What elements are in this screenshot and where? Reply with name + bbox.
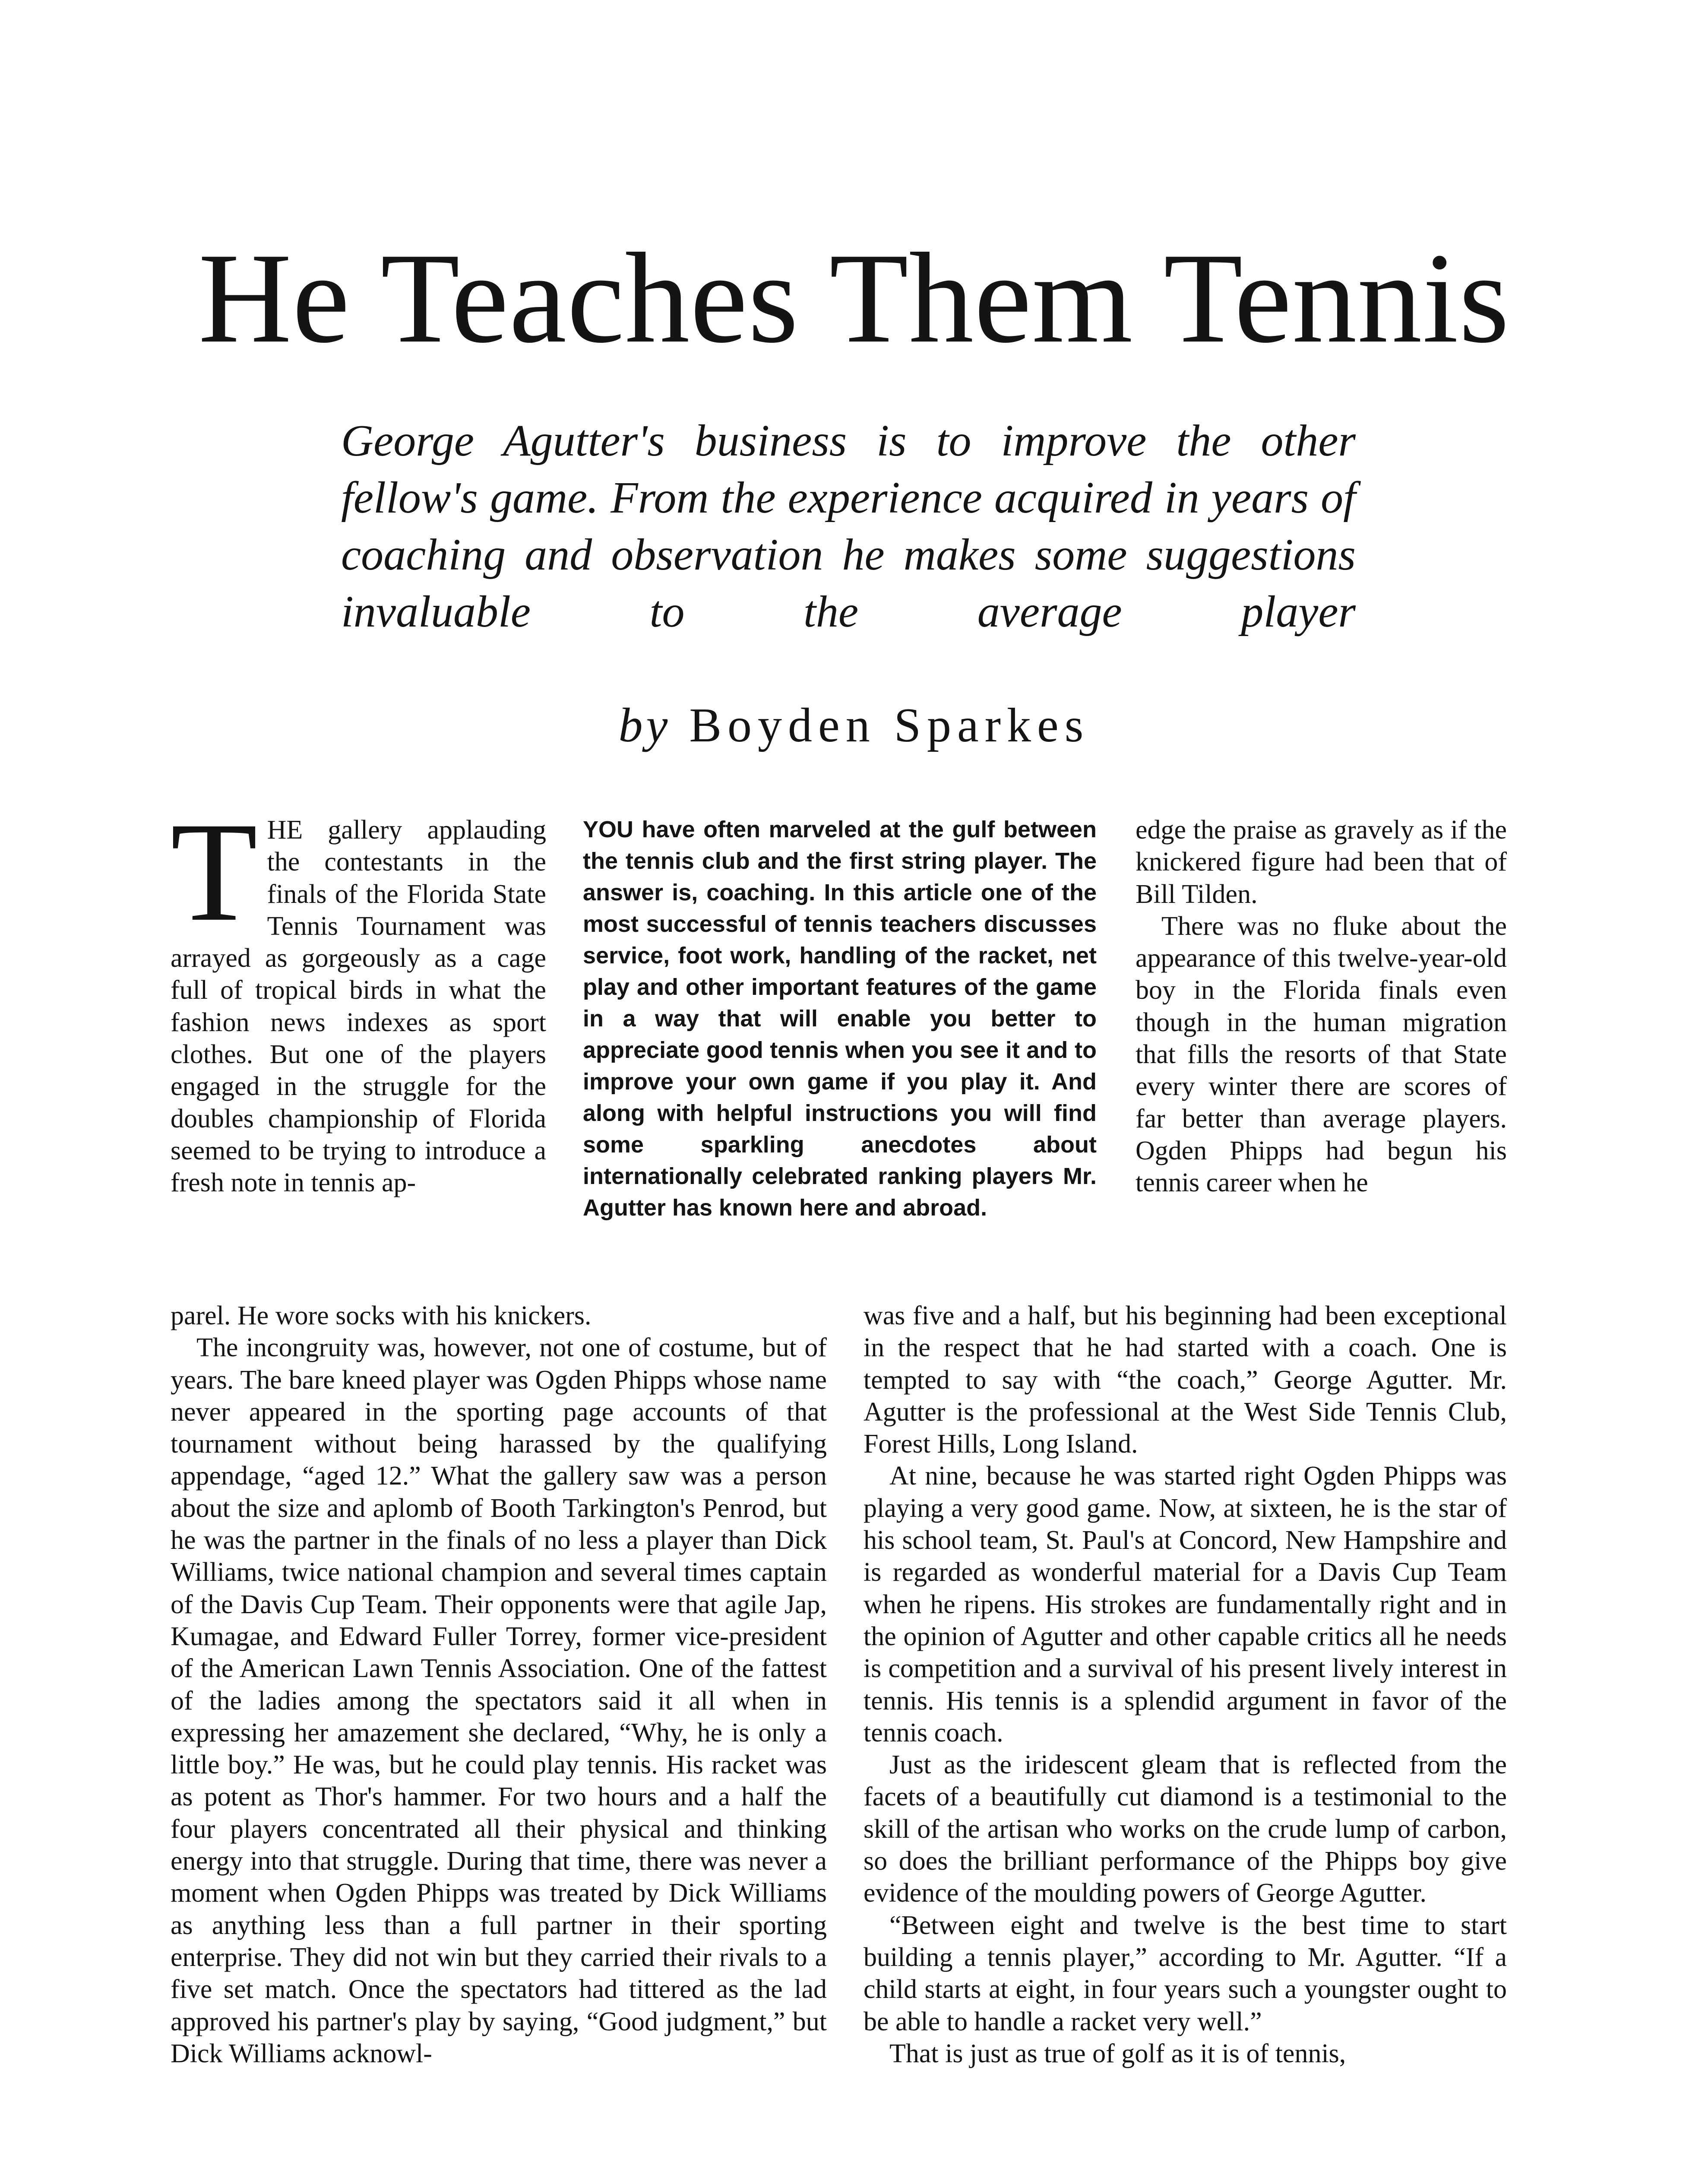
paragraph: At nine, because he was started right Ogden Phipps was playing a very good game. Now, at sixteen, he is the star of his school team, St. Paul's at Concord, New Hampshire and is regarded as wonderful material for a Davis Cup Team when he ripens. His strokes are fundamentally right and in the opinion of Agutter and other capable critics all he needs is competition and a survival of his present lively interest in tennis. His tennis is a splendid argument in favor of the tennis coach. (863, 1461, 1507, 1747)
paragraph: Just as the iridescent gleam that is reflected from the facets of a beautifully cut diamond is a testimonial to the skill of the artisan who works on the crude lump of carbon, so does the brilliant performance of the Phipps boy give evidence of the moulding powers of George Agutter. (863, 1750, 1507, 1908)
article-title: He Teaches Them Tennis (198, 226, 1510, 370)
editorial-callout: YOU have often marveled at the gulf between the tennis club and the first string player. The answer is, coaching. In this article one of the most successful of tennis teachers discusses service, foot work, handling of the racket, net play and other important features of the game in a way that will enable you better to appreciate good tennis when you see it and to improve your own game if you play it. And along with helpful instructions you will find some sparkling anecdotes about internationally celebrated ranking players Mr. Agutter has known here and abroad. (583, 817, 1097, 1221)
column-1-top (171, 793, 546, 1199)
paragraph: The incongruity was, however, not one of costume, but of years. The bare kneed player was Ogden Phipps whose name never appeared in the sporting page accounts of that tournament without being harassed by the qualifying appendage, “aged 12.” What the gallery saw was a person about the size and aplomb of Booth Tarkington's Penrod, but he was the partner in the finals of no less a player than Dick Williams, twice national champion and several times captain of the Davis Cup Team. Their opponents were that agile Jap, Kumagae, and Edward Fuller Torrey, former vice-president of the American Lawn Tennis Association. One of the fattest of the ladies among the spectators said it all when in expressing her amazement she declared, “Why, he is only a little boy.” He was, but he could play tennis. His racket was as potent as Thor's hammer. For two hours and a half the four players concentrated all their physical and thinking energy into that struggle. During that time, there was never a moment when Ogden Phipps was treated by Dick Williams as anything less than a full partner in their sporting enterprise. They did not win but they carried their rivals to a five set match. Once the spectators had tittered as the lad approved his partner's play by saying, “Good judgment,” but Dick Williams acknowl- (171, 1333, 827, 2068)
paragraph: There was no fluke about the appearance of this twelve-year-old boy in the Florida finals even though in the human migration that fills the resorts of that State every winter there are scores of far better than average players. Ogden Phipps had begun his tennis career when he (1136, 911, 1507, 1198)
opening-text: HE gallery applauding the contestants in the finals of the Florida State Tennis Tournament was arrayed as gorgeously as a cage full of tropical birds in what the fashion news indexes as sport clothes. But one of the players engaged in the struggle for the doubles championship of Florida seemed to be trying to introduce a fresh note in tennis ap- (171, 815, 546, 1198)
article-subtitle: George Agutter's business is to improve the other fellow's game. From the experience acquired in years of coaching and observation he makes some suggestions invaluable to the average player (341, 416, 1356, 636)
column-2-bottom (863, 1300, 1507, 2070)
opening-paragraph (171, 793, 546, 1199)
byline-prefix: by (618, 699, 671, 752)
column-3-top (1136, 814, 1507, 1199)
byline (0, 695, 1708, 756)
drop-cap: T (171, 793, 258, 951)
paragraph: That is just as true of golf as it is of tennis, (889, 2039, 1346, 2068)
paragraph: parel. He wore socks with his knickers. (171, 1301, 591, 1330)
column-1-bottom (171, 1300, 827, 2070)
paragraph: “Between eight and twelve is the best time to start building a tennis player,” according to Mr. Agutter. “If a child starts at eight, in four years such a youngster ought to be able to handle a racket very well.” (863, 1910, 1507, 2036)
paragraph: was five and a half, but his beginning had been exceptional in the respect that he had started with a coach. One is tempted to say with “the coach,” George Agutter. Mr. Agutter is the professional at the West Side Tennis Club, Forest Hills, Long Island. (863, 1301, 1507, 1459)
byline-name: Boyden Sparkes (689, 699, 1090, 752)
paragraph: edge the praise as gravely as if the knickered figure had been that of Bill Tilden. (1136, 815, 1507, 909)
